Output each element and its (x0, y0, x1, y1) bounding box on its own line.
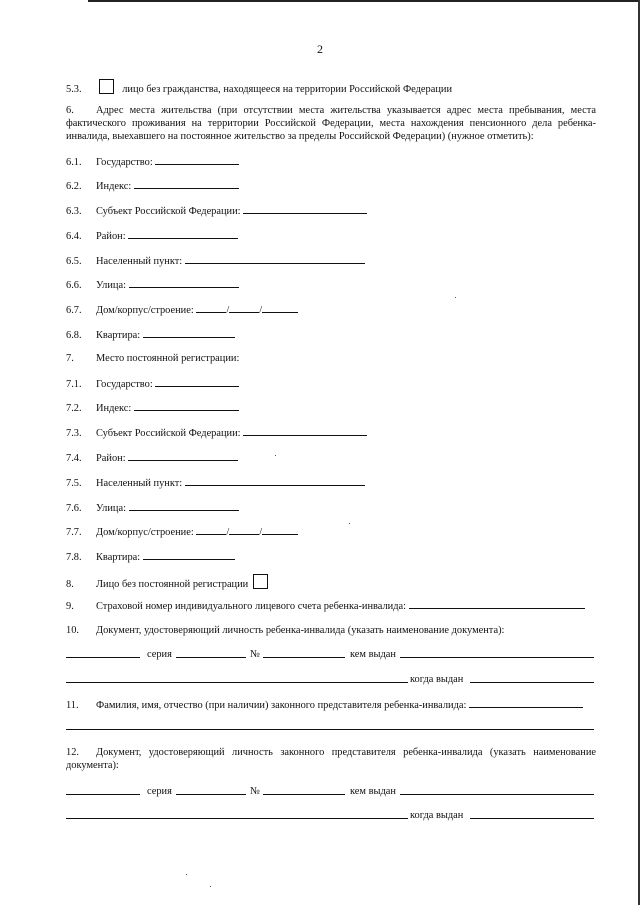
snils-input[interactable] (409, 599, 585, 609)
field-number: 6.8. (66, 330, 82, 341)
series-label: серия (147, 786, 172, 797)
item-5-3 (66, 79, 452, 96)
house-input[interactable] (196, 303, 226, 313)
separator: / (226, 305, 230, 316)
item-10 (66, 624, 504, 637)
reg-region-input[interactable] (243, 426, 367, 436)
district-input[interactable] (128, 229, 238, 239)
page-top-border (88, 0, 640, 2)
field-number: 6.5. (66, 256, 82, 267)
reg-postal-code-input[interactable] (134, 401, 239, 411)
no-registration-checkbox[interactable] (253, 574, 268, 589)
field-6-7 (66, 303, 298, 317)
field-label: Индекс: (96, 403, 132, 414)
item-number: 5.3. (66, 84, 82, 95)
field-number: 7.8. (66, 552, 82, 563)
issued-by-label: кем выдан (350, 786, 396, 797)
item-text: Фамилия, имя, отчество (при наличии) законного представителя ребенка-инвалида: (96, 700, 467, 711)
page-number: 2 (317, 42, 323, 56)
country-input[interactable] (155, 155, 239, 165)
field-number: 7.2. (66, 403, 82, 414)
scan-speck (275, 455, 276, 456)
number-label: № (250, 649, 260, 660)
separator: / (259, 527, 263, 538)
field-label: Дом/корпус/строение: (96, 527, 194, 538)
field-label: Индекс: (96, 181, 132, 192)
field-6-1 (66, 155, 239, 169)
item-number: 8. (66, 579, 74, 590)
field-label: Населенный пункт: (96, 478, 183, 489)
field-6-4 (66, 229, 238, 243)
rep-doc-issued-by-continued-input[interactable] (66, 818, 408, 819)
field-7-4 (66, 451, 238, 465)
field-7-2 (66, 401, 239, 415)
field-label: Субъект Российской Федерации: (96, 206, 241, 217)
apartment-input[interactable] (143, 328, 235, 338)
field-number: 7.3. (66, 428, 82, 439)
reg-district-input[interactable] (128, 451, 238, 461)
child-doc-issued-by-input[interactable] (400, 657, 594, 658)
field-label: Дом/корпус/строение: (96, 305, 194, 316)
stateless-checkbox[interactable] (99, 79, 114, 94)
locality-input[interactable] (185, 254, 365, 264)
item-text: Лицо без постоянной регистрации (96, 579, 249, 590)
child-doc-issued-date-input[interactable] (470, 682, 594, 683)
representative-name-continued-input[interactable] (66, 729, 594, 730)
scan-speck (210, 886, 211, 887)
item-9 (66, 599, 585, 613)
field-label: Квартира: (96, 330, 141, 341)
reg-locality-input[interactable] (185, 476, 365, 486)
child-doc-issued-by-continued-input[interactable] (66, 682, 408, 683)
region-input[interactable] (243, 204, 367, 214)
field-number: 7.4. (66, 453, 82, 464)
item-text: лицо без гражданства, находящееся на территории Российской Федерации (122, 84, 453, 95)
separator: / (259, 305, 263, 316)
item-text: Адрес места жительства (при отсутствии места жительства указывается адрес места пребывания, места фактического проживания на территории Российской Федерации, места нахождения пенсионного дела ребенка-инвалида, выехавшего на постоянное жительство за пределы Российской Федерации) (нужное отметить): (66, 105, 596, 142)
reg-structure-input[interactable] (262, 525, 298, 535)
item-number: 9. (66, 601, 74, 612)
field-7-3 (66, 426, 367, 440)
item-11 (66, 698, 583, 712)
field-number: 6.6. (66, 280, 82, 291)
field-7-6 (66, 501, 239, 515)
field-label: Улица: (96, 503, 126, 514)
item-8 (66, 574, 268, 591)
reg-building-input[interactable] (229, 525, 259, 535)
item-text: Документ, удостоверяющий личность ребенка-инвалида (указать наименование документа): (96, 625, 505, 636)
reg-apartment-input[interactable] (143, 550, 235, 560)
field-7-1 (66, 377, 239, 391)
rep-doc-number-input[interactable] (263, 794, 345, 795)
field-number: 6.2. (66, 181, 82, 192)
field-label: Государство: (96, 157, 153, 168)
item-number: 11. (66, 700, 79, 711)
field-number: 7.6. (66, 503, 82, 514)
field-number: 6.7. (66, 305, 82, 316)
rep-doc-series-input[interactable] (176, 794, 246, 795)
issued-when-label: когда выдан (410, 810, 464, 821)
rep-doc-name-input[interactable] (66, 794, 140, 795)
postal-code-input[interactable] (134, 179, 239, 189)
field-7-8 (66, 550, 235, 564)
field-6-5 (66, 254, 365, 268)
number-label: № (250, 786, 260, 797)
item-7 (66, 352, 239, 365)
building-input[interactable] (229, 303, 259, 313)
child-doc-name-input[interactable] (66, 657, 140, 658)
child-doc-number-input[interactable] (263, 657, 345, 658)
item-number: 10. (66, 625, 79, 636)
field-label: Улица: (96, 280, 126, 291)
scan-speck (455, 297, 456, 298)
field-6-3 (66, 204, 367, 218)
item-number: 7. (66, 353, 74, 364)
field-label: Район: (96, 453, 126, 464)
reg-country-input[interactable] (155, 377, 239, 387)
field-label: Район: (96, 231, 126, 242)
item-6 (66, 104, 596, 143)
field-6-8 (66, 328, 235, 342)
field-number: 7.7. (66, 527, 82, 538)
item-number: 12. (66, 747, 79, 758)
field-number: 6.4. (66, 231, 82, 242)
field-7-5 (66, 476, 365, 490)
field-number: 6.3. (66, 206, 82, 217)
representative-name-input[interactable] (469, 698, 583, 708)
reg-house-input[interactable] (196, 525, 226, 535)
item-number: 6. (66, 105, 74, 116)
field-number: 6.1. (66, 157, 82, 168)
field-label: Субъект Российской Федерации: (96, 428, 241, 439)
child-doc-series-input[interactable] (176, 657, 246, 658)
issued-by-label: кем выдан (350, 649, 396, 660)
scan-speck (186, 874, 187, 875)
separator: / (226, 527, 230, 538)
field-7-7 (66, 525, 298, 539)
item-text: Страховой номер индивидуального лицевого счета ребенка-инвалида: (96, 601, 407, 612)
scan-speck (349, 523, 350, 524)
field-6-2 (66, 179, 239, 193)
item-12 (66, 746, 596, 772)
field-label: Населенный пункт: (96, 256, 183, 267)
rep-doc-issued-date-input[interactable] (470, 818, 594, 819)
field-number: 7.1. (66, 379, 82, 390)
structure-input[interactable] (262, 303, 298, 313)
item-text: Документ, удостоверяющий личность законного представителя ребенка-инвалида (указать наименование документа): (66, 747, 596, 771)
issued-when-label: когда выдан (410, 674, 464, 685)
street-input[interactable] (129, 278, 239, 288)
field-number: 7.5. (66, 478, 82, 489)
series-label: серия (147, 649, 172, 660)
field-label: Государство: (96, 379, 153, 390)
rep-doc-issued-by-input[interactable] (400, 794, 594, 795)
field-6-6 (66, 278, 239, 292)
field-label: Квартира: (96, 552, 141, 563)
reg-street-input[interactable] (129, 501, 239, 511)
item-text: Место постоянной регистрации: (96, 353, 240, 364)
